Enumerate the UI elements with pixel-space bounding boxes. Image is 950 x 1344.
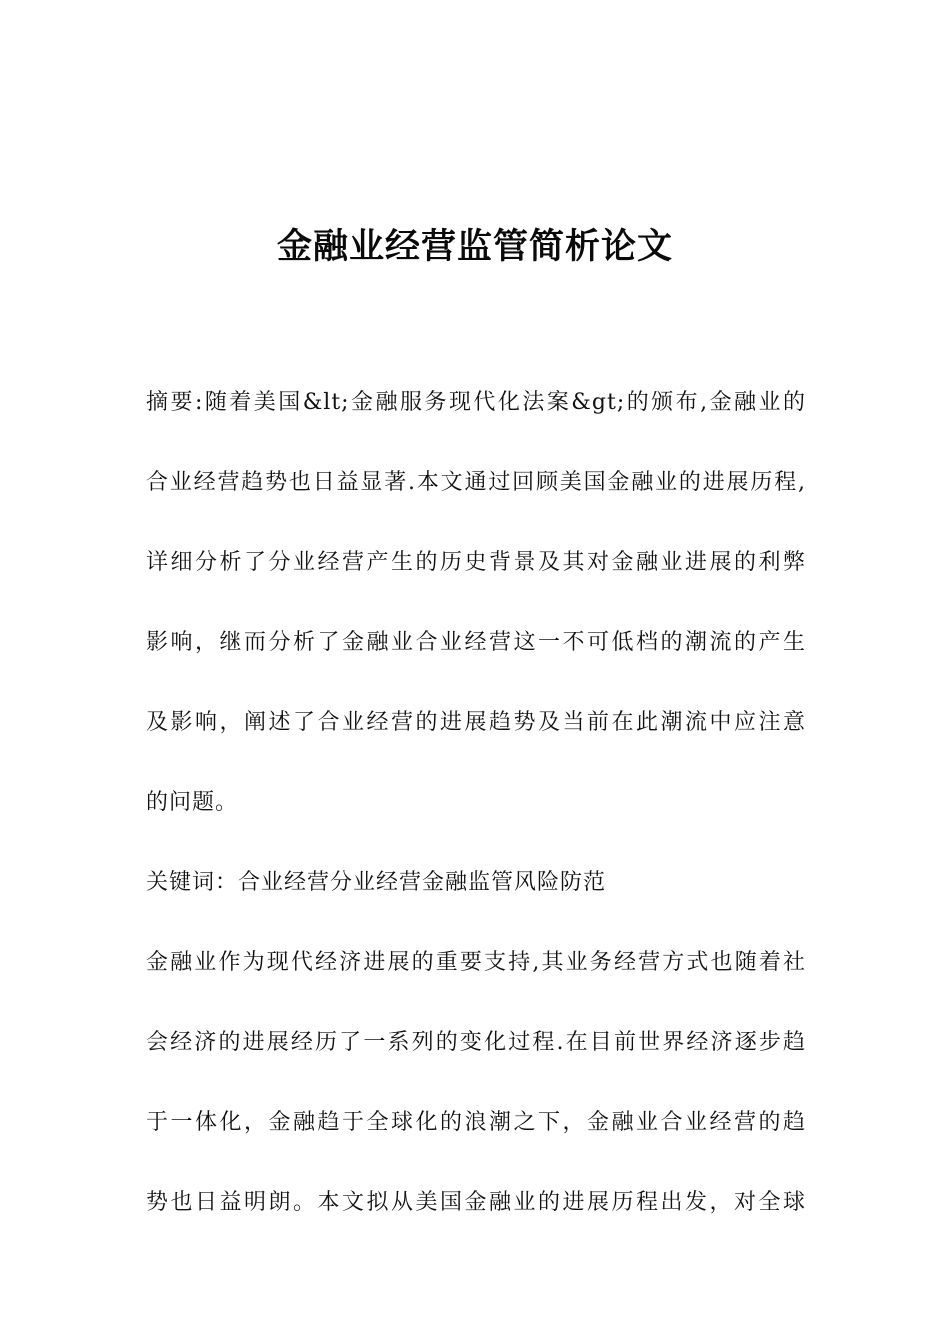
document-title: 金融业经营监管简析论文: [276, 227, 673, 267]
keywords-line: 关键词：合业经营分业经营金融监管风险防范: [146, 870, 607, 895]
paragraph-line-2: 会经济的进展经历了一系列的变化过程.在目前世界经济逐步趋: [146, 1030, 806, 1055]
paragraph-line-4: 势也日益明朗。本文拟从美国金融业的进展历程出发，对全球: [146, 1190, 806, 1215]
abstract-line-5: 及影响，阐述了合业经营的进展趋势及当前在此潮流中应注意: [146, 710, 806, 735]
paragraph-line-3: 于一体化，金融趋于全球化的浪潮之下，金融业合业经营的趋: [146, 1110, 806, 1135]
paragraph-line-1: 金融业作为现代经济进展的重要支持,其业务经营方式也随着社: [146, 950, 806, 975]
abstract-line-6: 的问题。: [146, 790, 239, 815]
document-body: [146, 376, 806, 1256]
abstract-line-4: 影响，继而分析了金融业合业经营这一不可低档的潮流的产生: [146, 630, 806, 655]
abstract-line-1: 摘要:随着美国&lt;金融服务现代化法案&gt;的颁布,金融业的: [146, 390, 806, 415]
abstract-line-2: 合业经营趋势也日益显著.本文通过回顾美国金融业的进展历程,: [146, 470, 806, 495]
abstract-line-3: 详细分析了分业经营产生的历史背景及其对金融业进展的利弊: [146, 550, 806, 575]
